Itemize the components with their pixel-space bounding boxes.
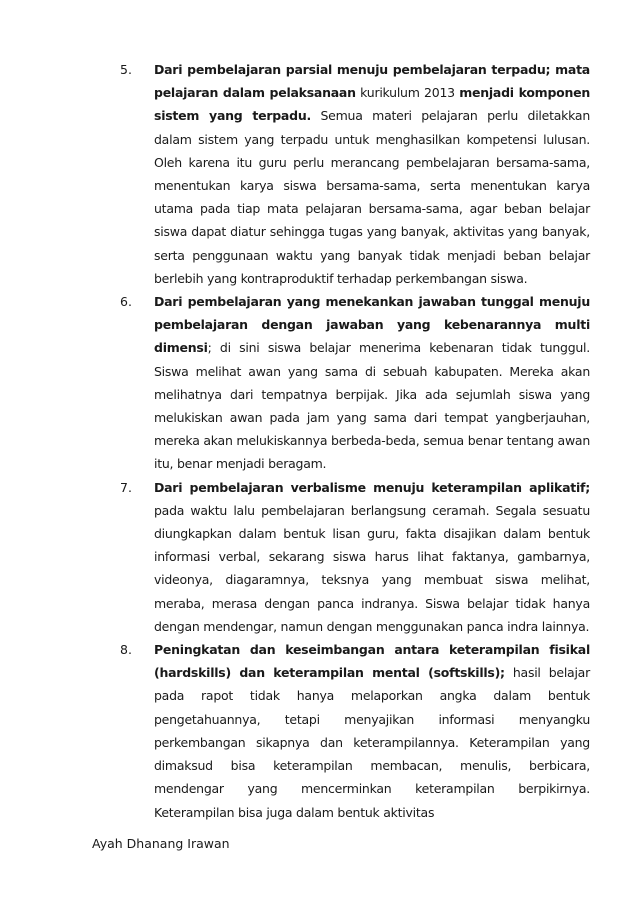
item-paragraph bbox=[154, 58, 590, 290]
item-paragraph bbox=[154, 290, 590, 476]
item-text: kurikulum 2013 bbox=[355, 85, 460, 101]
item-text: pada waktu lalu pembelajaran berlangsung ceramah. Segala sesuatu diungkapkan dalam bentuk lisan guru, fakta disajikan dalam bentuk informasi verbal, sekarang siswa harus lihat faktanya, gambarnya, videonya, diagaramnya, teksnya yang membuat siswa melihat, meraba, merasa dengan panca indranya. Siswa belajar tidak hanya dengan mendengar, namun dengan menggunakan panca indra lainnya. bbox=[154, 502, 590, 634]
item-bold-lead: Peningkatan dan keseimbangan antara keterampilan fisikal (hardskills) dan keterampilan mental (softskills); bbox=[154, 642, 590, 681]
list-item-6 bbox=[120, 290, 590, 476]
item-paragraph bbox=[154, 476, 590, 638]
item-number: 6. bbox=[120, 294, 132, 310]
item-text: Semua materi pelajaran perlu diletakkan dalam sistem yang terpadu untuk menghasilkan kompetensi lulusan. Oleh karena itu guru perlu merancang pembelajaran bersama-sama, menentukan karya siswa bersama-sama, serta menentukan karya utama pada tiap mata pelajaran bersama-sama, agar beban belajar siswa dapat diatur sehingga tugas yang banyak, aktivitas yang banyak, serta penggunaan waktu yang banyak tidak menjadi beban belajar berlebih yang kontraproduktif terhadap perkembangan siswa. bbox=[154, 108, 590, 286]
item-bold-tail: menjadi komponen sistem yang terpadu. bbox=[154, 85, 591, 124]
page-footer: Ayah Dhanang Irawan bbox=[92, 836, 230, 851]
item-bold-lead: Dari pembelajaran yang menekankan jawaban tunggal menuju pembelajaran dengan jawaban yang kebenarannya multi dimensi bbox=[154, 294, 590, 356]
item-number: 8. bbox=[120, 642, 132, 658]
item-number: 5. bbox=[120, 62, 132, 77]
item-list bbox=[120, 58, 590, 824]
list-item-8 bbox=[120, 638, 590, 824]
item-bold-lead: Dari pembelajaran verbalisme menuju keterampilan aplikatif; bbox=[154, 479, 590, 495]
item-bold-lead: Dari pembelajaran parsial menuju pembelajaran terpadu; mata pelajaran dalam pelaksanaan bbox=[154, 62, 590, 101]
item-text: ; di sini siswa belajar menerima kebenaran tidak tunggul. Siswa melihat awan yang sama di sebuah kabupaten. Mereka akan melihatnya dari tempatnya berpijak. Jika ada sejumlah siswa yang melukiskan awan pada jam yang sama dari tempat yangberjauhan, mereka akan melukiskannya berbeda-beda, semua benar tentang awan itu, benar menjadi beragam. bbox=[154, 340, 590, 472]
list-item-5 bbox=[120, 58, 590, 290]
item-number: 7. bbox=[120, 479, 132, 495]
item-text: hasil belajar pada rapot tidak hanya melaporkan angka dalam bentuk pengetahuannya, tetapi menyajikan informasi menyangku perkembangan sikapnya dan keterampilannya. Keterampilan yang dimaksud bisa keterampilan membacan, menulis, berbicara, mendengar yang mencerminkan keterampilan berpikirnya. Keterampilan bisa juga dalam bentuk aktivitas bbox=[154, 665, 590, 820]
item-paragraph bbox=[154, 638, 590, 824]
list-item-7 bbox=[120, 476, 590, 638]
